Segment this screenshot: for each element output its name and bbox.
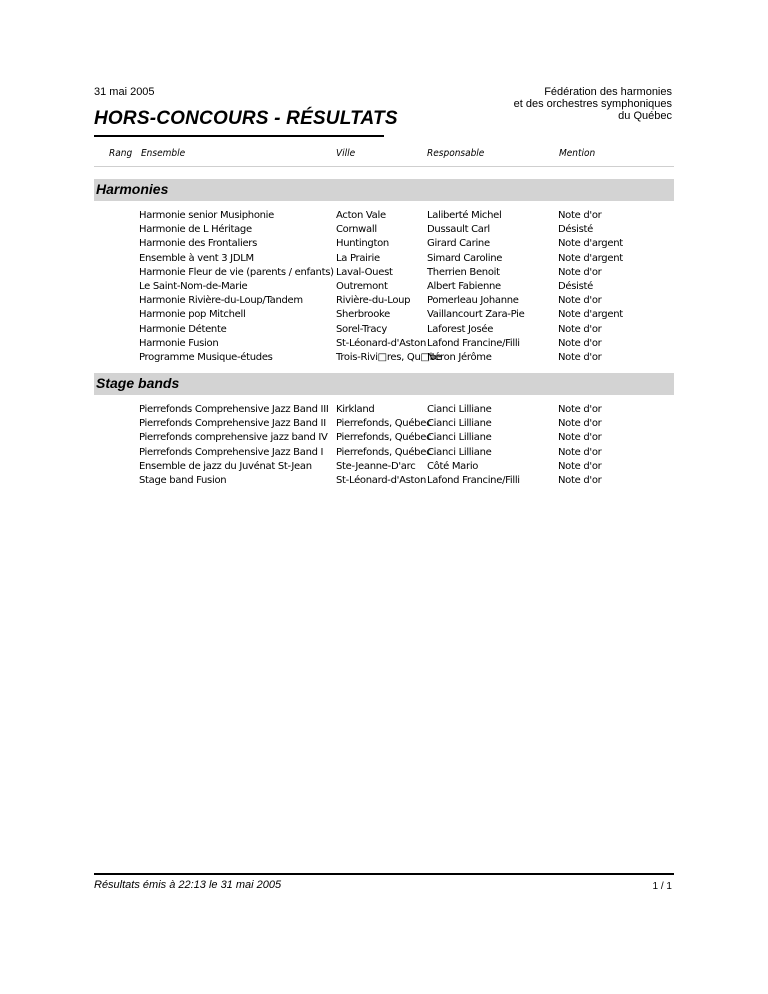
- issued-timestamp: Résultats émis à 22:13 le 31 mai 2005: [94, 879, 282, 891]
- mention-cell: Note d'or: [558, 475, 602, 486]
- section-title: Harmonies: [96, 181, 169, 197]
- organization-name: [372, 86, 672, 122]
- responsable-cell: Cianci Lilliane: [427, 418, 492, 430]
- ville-cell: Outremont: [336, 281, 388, 292]
- section-band-stage-bands: [94, 373, 674, 395]
- section-band-harmonies: [94, 179, 674, 201]
- section-title: Stage bands: [96, 375, 180, 391]
- responsable-cell: Girard Carine: [427, 238, 490, 250]
- ensemble-cell: Harmonie des Frontaliers: [139, 238, 258, 250]
- ensemble-cell: Pierrefonds comprehensive jazz band IV: [139, 432, 328, 444]
- mention-cell: Note d'or: [558, 432, 602, 444]
- mention-cell: Note d'or: [558, 337, 602, 349]
- ville-cell: Pierrefonds, Québec: [336, 446, 432, 458]
- ville-cell: Trois-Rivi□res, Qu□be: [336, 352, 442, 363]
- responsable-cell: Laforest Josée: [427, 323, 494, 335]
- ville-cell: Huntington: [336, 238, 389, 250]
- mention-cell: Note d'or: [558, 352, 602, 363]
- page-number: 1 / 1: [652, 881, 672, 892]
- page-title: HORS-CONCOURS - RÉSULTATS: [94, 108, 398, 129]
- mention-cell: Note d'or: [558, 404, 602, 415]
- responsable-cell: Lafond Francine/Filli: [427, 337, 520, 349]
- ville-cell: Sorel-Tracy: [336, 323, 387, 335]
- ensemble-cell: Harmonie Fleur de vie (parents / enfants): [139, 266, 334, 278]
- mention-cell: Note d'or: [558, 266, 602, 278]
- ensemble-cell: Pierrefonds Comprehensive Jazz Band II: [139, 418, 326, 430]
- ensemble-cell: Harmonie pop Mitchell: [139, 309, 246, 321]
- ensemble-cell: Harmonie de L Héritage: [139, 224, 252, 236]
- ville-cell: Sherbrooke: [336, 309, 391, 321]
- mention-cell: Note d'or: [558, 418, 602, 430]
- responsable-cell: Néron Jérôme: [427, 352, 492, 363]
- ville-cell: Kirkland: [336, 404, 375, 415]
- ville-cell: Pierrefonds, Québec: [336, 418, 432, 430]
- mention-cell: Note d'or: [558, 295, 602, 307]
- mention-cell: Note d'or: [558, 460, 602, 472]
- organization-line: et des orchestres symphoniques: [513, 98, 672, 110]
- organization-line: du Québec: [618, 110, 672, 122]
- ensemble-cell: Pierrefonds Comprehensive Jazz Band I: [139, 446, 324, 458]
- report-date: 31 mai 2005: [94, 86, 155, 98]
- title-underline: [94, 135, 384, 137]
- responsable-cell: Dussault Carl: [427, 224, 490, 236]
- ensemble-cell: Ensemble à vent 3 JDLM: [139, 252, 254, 264]
- responsable-cell: Côté Mario: [427, 460, 479, 472]
- mention-cell: Note d'argent: [558, 238, 623, 250]
- ville-cell: St-Léonard-d'Aston: [336, 475, 427, 486]
- responsable-cell: Pomerleau Johanne: [427, 295, 519, 307]
- ville-cell: Rivière-du-Loup: [336, 295, 411, 307]
- responsable-cell: Cianci Lilliane: [427, 432, 492, 444]
- ville-cell: Laval-Ouest: [336, 266, 393, 278]
- ville-cell: La Prairie: [336, 252, 380, 264]
- column-header-ville: Ville: [336, 148, 356, 159]
- column-header-mention: Mention: [559, 148, 596, 159]
- mention-cell: Note d'argent: [558, 252, 623, 264]
- ensemble-cell: Ensemble de jazz du Juvénat St-Jean: [139, 460, 312, 472]
- mention-cell: Note d'or: [558, 323, 602, 335]
- mention-cell: Note d'or: [558, 210, 602, 221]
- mention-cell: Note d'or: [558, 446, 602, 458]
- responsable-cell: Cianci Lilliane: [427, 404, 492, 415]
- mention-cell: Désisté: [558, 224, 594, 236]
- ensemble-cell: Programme Musique-études: [139, 352, 273, 363]
- mention-cell: Désisté: [558, 281, 594, 292]
- ville-cell: Ste-Jeanne-D'arc: [336, 460, 416, 472]
- ville-cell: Cornwall: [336, 224, 377, 236]
- ville-cell: Pierrefonds, Québec: [336, 432, 432, 444]
- column-header-responsable: Responsable: [427, 148, 485, 159]
- responsable-cell: Albert Fabienne: [427, 281, 501, 292]
- responsable-cell: Cianci Lilliane: [427, 446, 492, 458]
- ensemble-cell: Harmonie Rivière-du-Loup/Tandem: [139, 295, 303, 307]
- responsable-cell: Laliberté Michel: [427, 210, 502, 221]
- ensemble-cell: Stage band Fusion: [139, 475, 227, 486]
- column-header-rang: Rang: [109, 148, 133, 159]
- header-divider: [94, 166, 674, 167]
- column-header-ensemble: Ensemble: [141, 148, 186, 159]
- responsable-cell: Simard Caroline: [427, 252, 503, 264]
- ensemble-cell: Harmonie Fusion: [139, 337, 219, 349]
- responsable-cell: Therrien Benoit: [427, 266, 500, 278]
- mention-cell: Note d'argent: [558, 309, 623, 321]
- ensemble-cell: Harmonie senior Musiphonie: [139, 210, 275, 221]
- organization-line: Fédération des harmonies: [544, 86, 672, 98]
- ville-cell: St-Léonard-d'Aston: [336, 337, 427, 349]
- footer-divider: [94, 873, 674, 875]
- ensemble-cell: Le Saint-Nom-de-Marie: [139, 281, 248, 292]
- ensemble-cell: Harmonie Détente: [139, 323, 227, 335]
- responsable-cell: Vaillancourt Zara-Pie: [427, 309, 525, 321]
- ensemble-cell: Pierrefonds Comprehensive Jazz Band III: [139, 404, 329, 415]
- ville-cell: Acton Vale: [336, 210, 386, 221]
- responsable-cell: Lafond Francine/Filli: [427, 475, 520, 486]
